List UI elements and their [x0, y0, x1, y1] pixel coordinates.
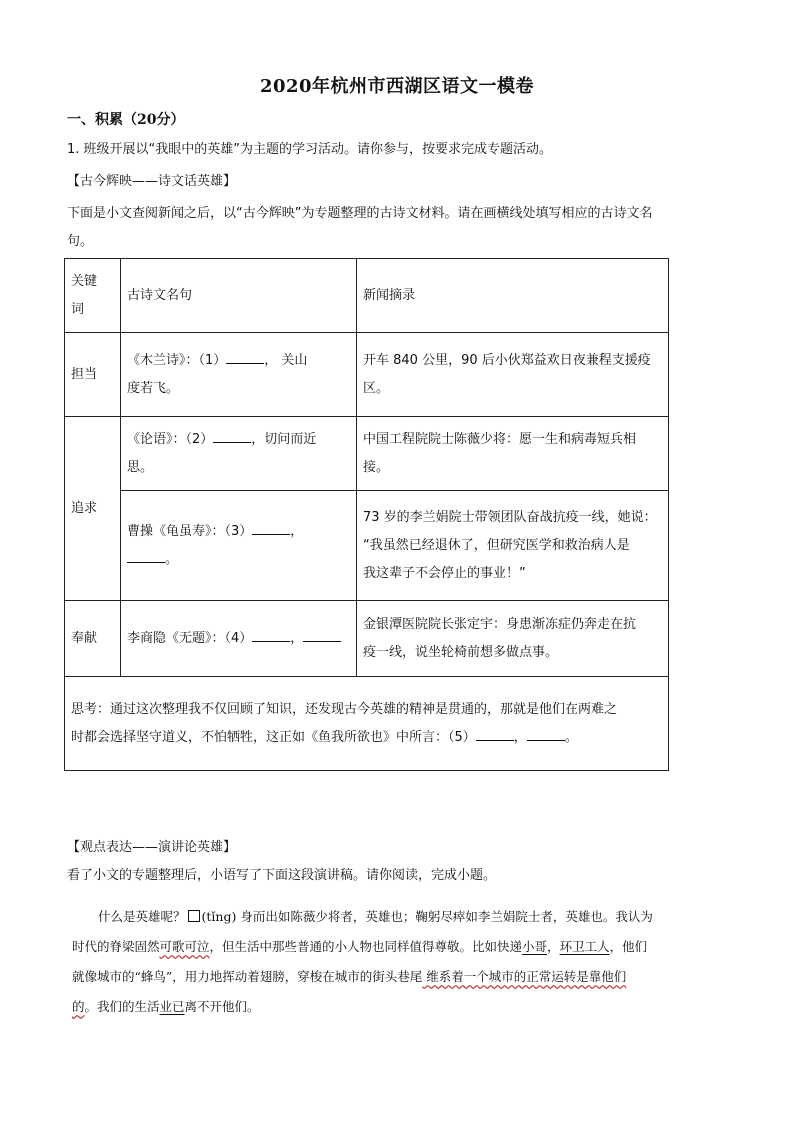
table-think-row: [65, 677, 669, 771]
answer-blank-4b[interactable]: [303, 627, 341, 642]
news-cell: 73 岁的李兰娟院士带领团队奋战抗疫一线，她说： “我虽然已经退休了，但研究医学和救治病人是 我这辈子不会停止的事业！”: [357, 491, 669, 601]
answer-blank-4a[interactable]: [252, 627, 290, 642]
answer-blank-3a[interactable]: [252, 520, 290, 535]
part1-intro-line2: 句。: [67, 234, 94, 249]
table-row: [65, 491, 669, 601]
speech-line: 什么是英雄呢？ (tǐng) 身而出如陈薇少将者，英雄也；鞠躬尽瘁如李兰娟院士者，英雄也。我认为: [98, 909, 653, 924]
table-row: [65, 601, 669, 677]
news-cell: 金银潭医院院长张定宇：身患渐冻症仍奔走在抗 疫一线，说坐轮椅前想多做点事。: [357, 601, 669, 677]
question-1-text: 1. 班级开展以“我眼中的英雄”为主题的学习活动。请你参与，按要求完成专题活动。: [67, 142, 553, 157]
header-news: 新闻摘录: [357, 259, 669, 333]
page-title: 2020年杭州市西湖区语文一模卷: [259, 76, 535, 97]
poem-cell: 曹操《龟虽寿》：（3） ， 。: [121, 491, 357, 601]
answer-blank-5b[interactable]: [527, 726, 565, 741]
poem-cell: 《木兰诗》：（1） ， 关山 度若飞。: [121, 333, 357, 417]
table-header-row: [65, 259, 669, 333]
answer-blank-1[interactable]: [226, 349, 264, 364]
poem-cell: 李商隐《无题》：（4） ，: [121, 601, 357, 677]
news-cell: 中国工程院院士陈薇少将：愿一生和病毒短兵相 接。: [357, 417, 669, 491]
header-poem: 古诗文名句: [121, 259, 357, 333]
answer-blank-5a[interactable]: [476, 726, 514, 741]
part2-heading: 【观点表达——演讲论英雄】: [67, 840, 237, 855]
table-row: [65, 333, 669, 417]
news-cell: 开车 840 公里，90 后小伙郑益欢日夜兼程支援疫 区。: [357, 333, 669, 417]
answer-blank-3b[interactable]: [127, 548, 165, 563]
keyword-cell: 奉献: [65, 601, 121, 677]
part2-intro: 看了小文的专题整理后，小语写了下面这段演讲稿。请你阅读，完成小题。: [67, 868, 497, 883]
keyword-cell: 追求: [65, 417, 121, 601]
speech-passage: [72, 902, 722, 1022]
fill-in-box[interactable]: [188, 910, 200, 922]
section-heading: 一、积累（20分）: [67, 112, 185, 128]
part1-intro-line1: 下面是小文查阅新闻之后，以“古今辉映”为专题整理的古诗文材料。请在画横线处填写相应的古诗文名: [67, 206, 653, 221]
speech-line: 就像城市的“蜂鸟”，用力地挥动着翅膀，穿梭在城市的街头巷尾 维系着一个城市的正常运转是靠他们: [72, 969, 627, 984]
part1-heading: 【古今辉映——诗文话英雄】: [67, 174, 237, 189]
header-keyword: 关键 词: [65, 259, 121, 333]
poem-news-table: [64, 258, 669, 771]
keyword-cell: 担当: [65, 333, 121, 417]
poem-cell: 《论语》：（2） ，切问而近 思。: [121, 417, 357, 491]
speech-line: 时代的脊梁固然可歌可泣，但生活中那些普通的小人物也同样值得尊敬。比如快递小哥，环卫工人，他们: [72, 939, 648, 954]
table-row: [65, 417, 669, 491]
answer-blank-2[interactable]: [213, 428, 251, 443]
think-cell: 思考：通过这次整理我不仅回顾了知识，还发现古今英雄的精神是贯通的，那就是他们在两难之 时都会选择坚守道义，不怕牺牲，这正如《鱼我所欲也》中所言：（5） ， 。: [65, 677, 669, 771]
speech-line: 的。我们的生活业已离不开他们。: [72, 999, 260, 1014]
